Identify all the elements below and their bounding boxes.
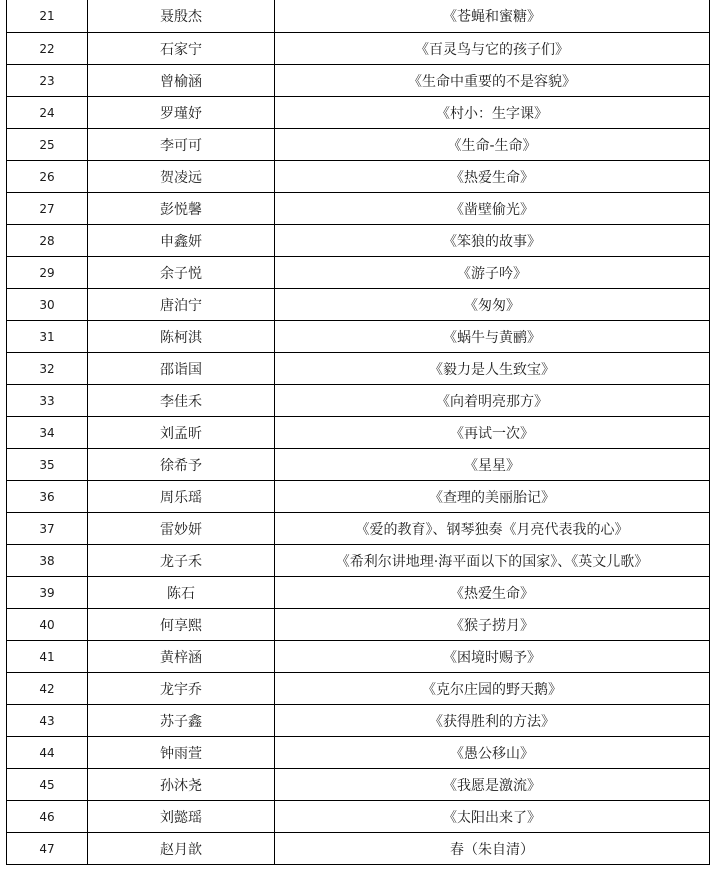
work-title-cell: 《困境时赐予》: [275, 641, 710, 673]
student-name-cell: 刘孟昕: [88, 417, 275, 449]
row-number-cell: 47: [7, 833, 88, 865]
table-row: [7, 769, 710, 801]
work-title-cell: 《太阳出来了》: [275, 801, 710, 833]
student-name-cell: 陈石: [88, 577, 275, 609]
student-name-cell: 周乐瑶: [88, 481, 275, 513]
recitation-list-table-wrapper: [6, 0, 709, 865]
table-row: [7, 193, 710, 225]
student-name-cell: 刘懿瑶: [88, 801, 275, 833]
student-name-cell: 聂殷杰: [88, 0, 275, 33]
student-name-cell: 雷妙妍: [88, 513, 275, 545]
student-name-cell: 罗瑾妤: [88, 97, 275, 129]
student-name-cell: 龙子禾: [88, 545, 275, 577]
work-title-cell: 《星星》: [275, 449, 710, 481]
table-row: [7, 801, 710, 833]
row-number-cell: 38: [7, 545, 88, 577]
work-title-cell: 《再试一次》: [275, 417, 710, 449]
student-name-cell: 陈柯淇: [88, 321, 275, 353]
student-name-cell: 李佳禾: [88, 385, 275, 417]
row-number-cell: 21: [7, 0, 88, 33]
row-number-cell: 41: [7, 641, 88, 673]
student-name-cell: 唐泊宁: [88, 289, 275, 321]
table-row: [7, 641, 710, 673]
row-number-cell: 37: [7, 513, 88, 545]
student-name-cell: 申鑫妍: [88, 225, 275, 257]
row-number-cell: 32: [7, 353, 88, 385]
work-title-cell: 《猴子捞月》: [275, 609, 710, 641]
row-number-cell: 24: [7, 97, 88, 129]
student-name-cell: 彭悦馨: [88, 193, 275, 225]
table-row: [7, 97, 710, 129]
row-number-cell: 28: [7, 225, 88, 257]
row-number-cell: 31: [7, 321, 88, 353]
work-title-cell: 《苍蝇和蜜糖》: [275, 0, 710, 33]
row-number-cell: 29: [7, 257, 88, 289]
student-name-cell: 孙沐尧: [88, 769, 275, 801]
work-title-cell: 《查理的美丽胎记》: [275, 481, 710, 513]
row-number-cell: 40: [7, 609, 88, 641]
row-number-cell: 44: [7, 737, 88, 769]
row-number-cell: 45: [7, 769, 88, 801]
student-name-cell: 邵诣国: [88, 353, 275, 385]
student-name-cell: 黄梓涵: [88, 641, 275, 673]
table-row: [7, 705, 710, 737]
table-row: [7, 289, 710, 321]
work-title-cell: 《生命中重要的不是容貌》: [275, 65, 710, 97]
recitation-list-table: [6, 0, 710, 865]
row-number-cell: 33: [7, 385, 88, 417]
work-title-cell: 《百灵鸟与它的孩子们》: [275, 33, 710, 65]
table-row: [7, 33, 710, 65]
student-name-cell: 曾榆涵: [88, 65, 275, 97]
row-number-cell: 25: [7, 129, 88, 161]
table-row: [7, 513, 710, 545]
work-title-cell: 《获得胜利的方法》: [275, 705, 710, 737]
row-number-cell: 39: [7, 577, 88, 609]
student-name-cell: 龙宇乔: [88, 673, 275, 705]
student-name-cell: 钟雨萱: [88, 737, 275, 769]
table-row: [7, 609, 710, 641]
table-row: [7, 449, 710, 481]
student-name-cell: 何享熙: [88, 609, 275, 641]
row-number-cell: 27: [7, 193, 88, 225]
work-title-cell: 《笨狼的故事》: [275, 225, 710, 257]
row-number-cell: 36: [7, 481, 88, 513]
student-name-cell: 石家宁: [88, 33, 275, 65]
row-number-cell: 23: [7, 65, 88, 97]
work-title-cell: 《游子吟》: [275, 257, 710, 289]
student-name-cell: 苏子鑫: [88, 705, 275, 737]
student-name-cell: 余子悦: [88, 257, 275, 289]
table-body: [7, 0, 710, 865]
row-number-cell: 42: [7, 673, 88, 705]
work-title-cell: 春（朱自清）: [275, 833, 710, 865]
table-row: [7, 673, 710, 705]
table-row: [7, 129, 710, 161]
table-row: [7, 0, 710, 33]
work-title-cell: 《蜗牛与黄鹂》: [275, 321, 710, 353]
work-title-cell: 《热爱生命》: [275, 161, 710, 193]
student-name-cell: 贺凌远: [88, 161, 275, 193]
work-title-cell: 《热爱生命》: [275, 577, 710, 609]
row-number-cell: 22: [7, 33, 88, 65]
work-title-cell: 《凿壁偷光》: [275, 193, 710, 225]
work-title-cell: 《希利尔讲地理·海平面以下的国家》、《英文儿歌》: [275, 545, 710, 577]
table-row: [7, 257, 710, 289]
student-name-cell: 李可可: [88, 129, 275, 161]
table-row: [7, 161, 710, 193]
work-title-cell: 《匆匆》: [275, 289, 710, 321]
table-row: [7, 225, 710, 257]
table-row: [7, 417, 710, 449]
work-title-cell: 《克尔庄园的野天鹅》: [275, 673, 710, 705]
student-name-cell: 赵月歆: [88, 833, 275, 865]
row-number-cell: 30: [7, 289, 88, 321]
table-row: [7, 385, 710, 417]
work-title-cell: 《爱的教育》、钢琴独奏《月亮代表我的心》: [275, 513, 710, 545]
work-title-cell: 《我愿是激流》: [275, 769, 710, 801]
table-row: [7, 65, 710, 97]
table-row: [7, 353, 710, 385]
row-number-cell: 46: [7, 801, 88, 833]
table-row: [7, 833, 710, 865]
work-title-cell: 《村小：生字课》: [275, 97, 710, 129]
table-row: [7, 577, 710, 609]
row-number-cell: 34: [7, 417, 88, 449]
table-row: [7, 545, 710, 577]
student-name-cell: 徐希予: [88, 449, 275, 481]
table-row: [7, 321, 710, 353]
work-title-cell: 《生命-生命》: [275, 129, 710, 161]
row-number-cell: 43: [7, 705, 88, 737]
table-row: [7, 481, 710, 513]
work-title-cell: 《毅力是人生致宝》: [275, 353, 710, 385]
row-number-cell: 35: [7, 449, 88, 481]
work-title-cell: 《向着明亮那方》: [275, 385, 710, 417]
row-number-cell: 26: [7, 161, 88, 193]
work-title-cell: 《愚公移山》: [275, 737, 710, 769]
table-row: [7, 737, 710, 769]
